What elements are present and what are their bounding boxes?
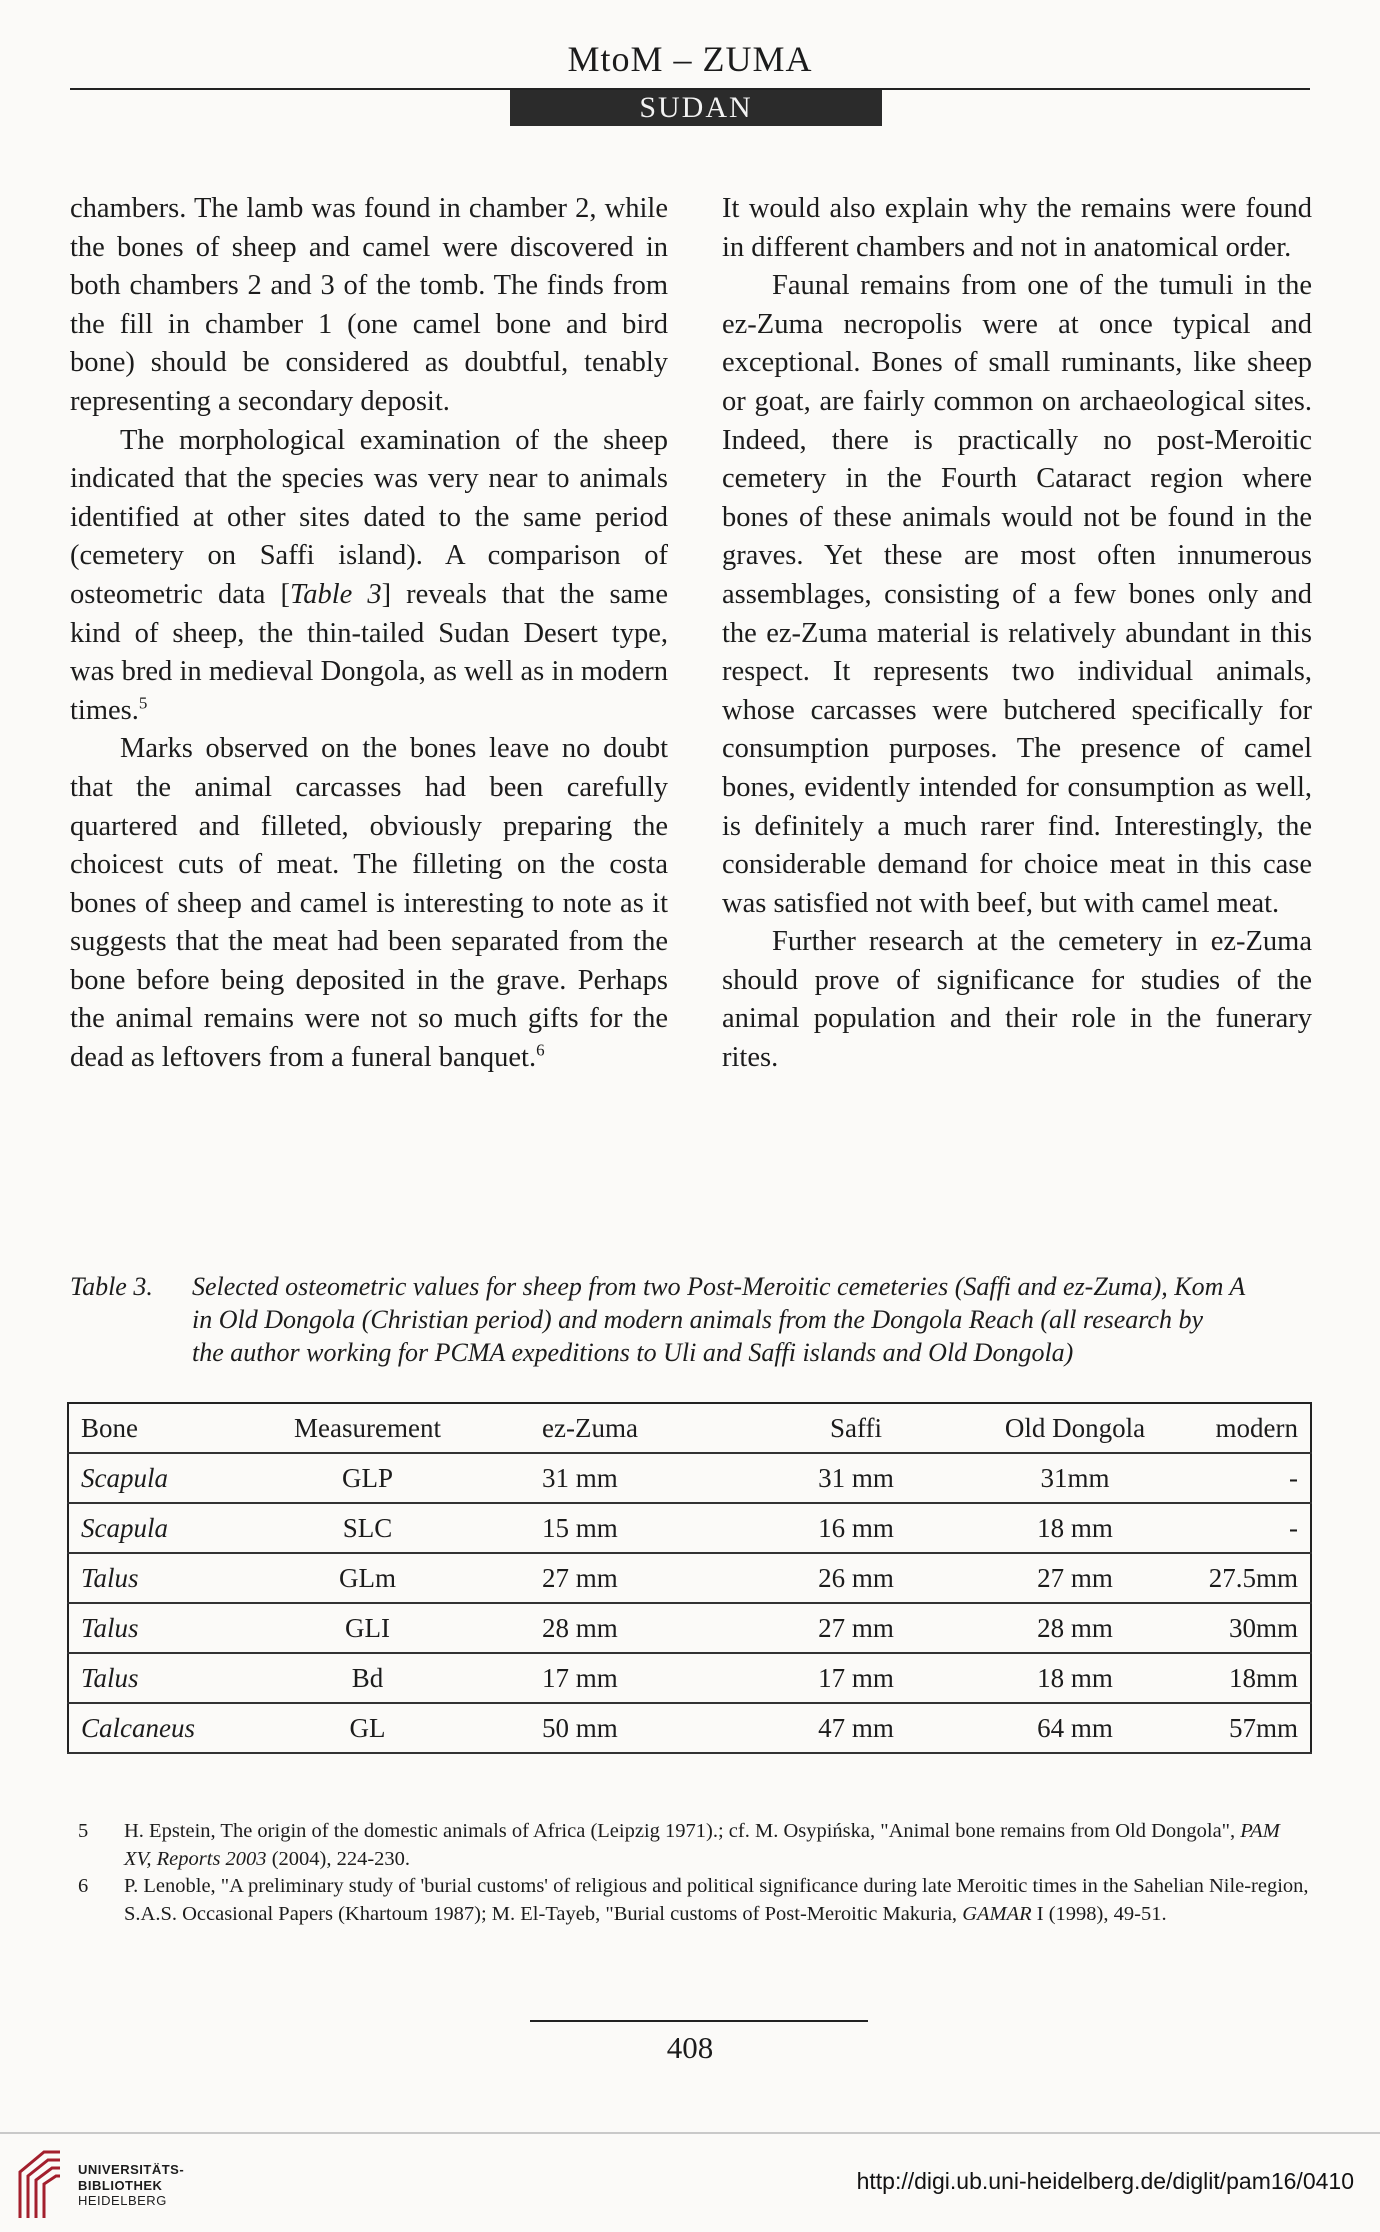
left-paragraph-2 [70, 422, 668, 731]
footnote-number: 5 [78, 1820, 89, 1842]
cell-ez-zuma: 15 mm [542, 1512, 618, 1543]
section-label: SUDAN [510, 90, 882, 126]
cell-measurement: SLC [342, 1512, 393, 1543]
library-logo-icon [14, 2148, 64, 2220]
footnote-italic: PAM XV, Reports 2003 [124, 1820, 1280, 1870]
footnote-text: H. Epstein, The origin of the domestic animals of Africa (Leipzig 1971).; cf. M. Osypińska, "Animal bone remains from Old Dongola", [124, 1820, 1241, 1842]
right-paragraph-2: Faunal remains from one of the tumuli in the ez-Zuma necropolis were at once typical and exceptional. Bones of small ruminants, like sheep or goat, are fairly common on archaeological sites. Indeed, there is practically no post-Meroitic cemetery in the Fourth Cataract region where bones of these animals would not be found in the graves. Yet these are most often innumerous assemblages, consisting of a few bones only and the ez-Zuma material is relatively abundant in this respect. It represents two individual animals, whose carcasses were butchered specifically for consumption purposes. The presence of camel bones, evidently intended for consumption as well, is definitely a much rarer find. Interestingly, the considerable demand for choice meat in this case was satisfied not with beef, but with camel meat. [722, 270, 1312, 919]
left-paragraph-2-end: ] reveals that the same kind of sheep, the thin-tailed Sudan Desert type, was bred in medieval Dongola, as well as in modern times. [70, 578, 668, 726]
header-modern: modern [1215, 1412, 1298, 1443]
cell-saffi: 31 mm [818, 1462, 894, 1493]
cell-ez-zuma: 17 mm [542, 1662, 618, 1693]
right-paragraph-3: Further research at the cemetery in ez-Zuma should prove of significance for studies of the animal population and their role in the funerary rites. [722, 926, 1312, 1074]
cell-measurement: GL [349, 1712, 386, 1743]
footer-divider [0, 2132, 1380, 2134]
cell-saffi: 26 mm [818, 1562, 894, 1593]
table-3-reference: Table 3 [289, 578, 382, 610]
header-saffi: Saffi [830, 1412, 882, 1443]
cell-old-dongola: 18 mm [1037, 1662, 1113, 1693]
library-line-1: UNIVERSITÄTS- [78, 2162, 185, 2177]
osteometric-table [67, 1402, 1312, 1754]
table-row [68, 1653, 1311, 1703]
footnote-ref-6: 6 [536, 1040, 545, 1060]
cell-bone: Scapula [81, 1462, 168, 1493]
cell-old-dongola: 64 mm [1037, 1712, 1113, 1743]
cell-old-dongola: 28 mm [1037, 1612, 1113, 1643]
footnotes [70, 1818, 1310, 1928]
cell-bone: Talus [81, 1562, 139, 1593]
right-column [722, 190, 1312, 1078]
footnote-5 [70, 1818, 1310, 1873]
caption-line-3: the author working for PCMA expeditions to Uli and Saffi islands and Old Dongola) [192, 1338, 1074, 1367]
cell-modern: 30mm [1228, 1612, 1298, 1643]
header-ez-zuma: ez-Zuma [542, 1412, 638, 1443]
cell-saffi: 47 mm [818, 1712, 894, 1743]
cell-old-dongola: 31mm [1040, 1462, 1110, 1493]
cell-ez-zuma: 28 mm [542, 1612, 618, 1643]
left-column [70, 190, 668, 1078]
header-old-dongola: Old Dongola [1004, 1412, 1146, 1443]
footnote-text: P. Lenoble, "A preliminary study of 'burial customs' of religious and political significance during late Meroitic times in the Sahelian Nile-region, S.A.S. Occasional Papers (Khartoum 1987); M. El-Tayeb, "Burial customs of Post-Meroitic Makuria, [124, 1875, 1309, 1925]
library-name [78, 2162, 184, 2209]
cell-modern: 27.5mm [1208, 1562, 1298, 1593]
cell-modern: - [1289, 1512, 1298, 1543]
cell-old-dongola: 18 mm [1037, 1512, 1113, 1543]
table-row [68, 1703, 1311, 1753]
cell-ez-zuma: 27 mm [542, 1562, 618, 1593]
table-row [68, 1603, 1311, 1653]
table-label: Table 3. [70, 1272, 153, 1301]
cell-bone: Talus [81, 1662, 139, 1693]
header-bone: Bone [81, 1412, 138, 1443]
cell-ez-zuma: 31 mm [542, 1462, 618, 1493]
table-row [68, 1503, 1311, 1553]
right-paragraph-1: It would also explain why the remains were found in different chambers and not in anatomical order. [722, 193, 1312, 263]
cell-modern: - [1289, 1462, 1298, 1493]
cell-saffi: 27 mm [818, 1612, 894, 1643]
cell-measurement: GLI [345, 1612, 390, 1643]
table-row [68, 1453, 1311, 1503]
left-paragraph-1: chambers. The lamb was found in chamber 2, while the bones of sheep and camel were discovered in both chambers 2 and 3 of the tomb. The finds from the fill in chamber 1 (one camel bone and bird bone) should be considered as doubtful, tenably representing a secondary deposit. [70, 193, 668, 417]
cell-saffi: 17 mm [818, 1662, 894, 1693]
table-caption [70, 1270, 1310, 1369]
running-header-title: MtoM – ZUMA [567, 39, 813, 79]
footnote-text-end: I (1998), 49-51. [1031, 1902, 1167, 1925]
header-measurement: Measurement [294, 1412, 441, 1443]
cell-measurement: GLm [339, 1562, 396, 1593]
cell-bone: Calcaneus [81, 1712, 195, 1743]
footnote-italic: GAMAR [962, 1902, 1032, 1925]
cell-modern: 57mm [1228, 1712, 1298, 1743]
library-line-2: BIBLIOTHEK [78, 2177, 163, 2193]
source-url-link[interactable]: http://digi.ub.uni-heidelberg.de/diglit/pam16/0410 [856, 2168, 1354, 2194]
page-number: 408 [666, 2030, 714, 2065]
cell-measurement: Bd [351, 1662, 384, 1693]
footnote-ref-5: 5 [138, 693, 148, 713]
footnote-text-end: (2004), 224-230. [266, 1847, 411, 1870]
cell-bone: Talus [81, 1612, 139, 1643]
cell-saffi: 16 mm [818, 1512, 894, 1543]
footnote-number: 6 [78, 1875, 89, 1897]
table-header-row [68, 1403, 1311, 1453]
cell-old-dongola: 27 mm [1037, 1562, 1113, 1593]
footnote-6 [70, 1873, 1310, 1928]
library-line-3: HEIDELBERG [78, 2193, 167, 2208]
table-row [68, 1553, 1311, 1603]
caption-line-1: Selected osteometric values for sheep from two Post-Meroitic cemeteries (Saffi and ez-Zuma), Kom A [192, 1272, 1246, 1301]
cell-measurement: GLP [341, 1462, 393, 1493]
left-paragraph-3 [70, 730, 668, 1077]
left-paragraph-3-text: Marks observed on the bones leave no doubt that the animal carcasses had been carefully quartered and filleted, obviously preparing the choicest cuts of meat. The filleting on the costa bones of sheep and camel is interesting to note as it suggests that the meat had been separated from the bone before being deposited in the grave. Perhaps the animal remains were not so much gifts for the dead as leftovers from a funeral banquet. [70, 733, 668, 1074]
cell-ez-zuma: 50 mm [542, 1712, 618, 1743]
cell-bone: Scapula [81, 1512, 168, 1543]
caption-line-2: in Old Dongola (Christian period) and modern animals from the Dongola Reach (all research by [192, 1305, 1204, 1334]
left-paragraph-2-start: The morphological examination of the sheep indicated that the species was very near to animals identified at other sites dated to the same period (cemetery on Saffi island). A comparison of osteometric data [ [70, 424, 668, 610]
page-number-rule [530, 2020, 868, 2022]
cell-modern: 18mm [1228, 1662, 1298, 1693]
